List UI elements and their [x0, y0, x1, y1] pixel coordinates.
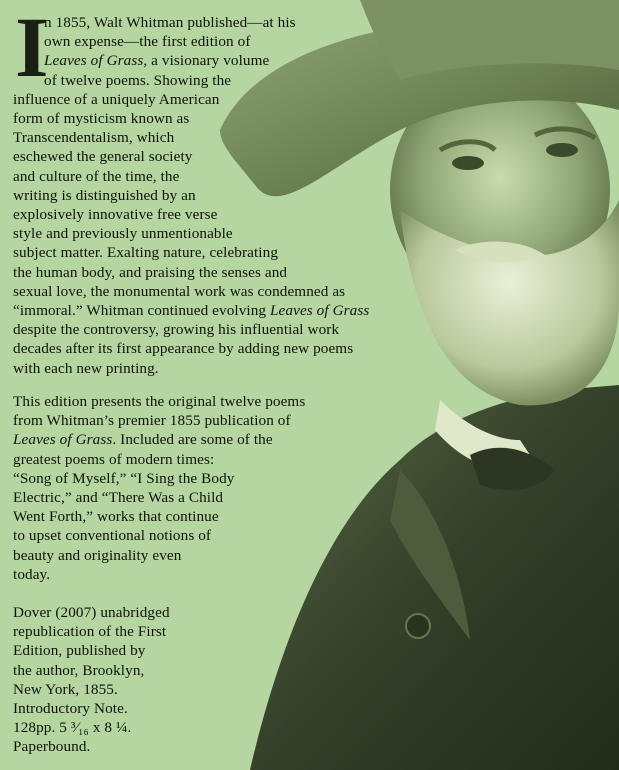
text-line: New York, 1855. [13, 680, 118, 698]
text-line: Paperbound. [13, 738, 91, 756]
text-line: Edition, published by [13, 642, 146, 660]
drop-cap: I [15, 0, 49, 95]
text-line: Electric,” and “There Was a Child [13, 489, 224, 507]
text-line: to upset conventional notions of [13, 527, 212, 545]
text-line: Went Forth,” works that continue [13, 508, 219, 526]
text-line: Dover (2007) unabridged [13, 604, 170, 621]
text-line: explosively innovative free verse [13, 206, 218, 224]
text-line [13, 301, 369, 320]
text-line: from Whitman’s premier 1855 publication of [13, 412, 291, 430]
text-fragment: . Included are some of the [112, 431, 273, 449]
text-line: despite the controversy, growing his influential work [13, 321, 340, 339]
text-line: beauty and originality even [13, 546, 182, 564]
text-fragment: , a visionary volume [143, 52, 270, 70]
text-line [13, 430, 305, 449]
text-line: eschewed the general society [13, 148, 193, 166]
text-line: own expense—the first edition of [44, 33, 251, 51]
text-fragment: “immoral.” Whitman continued evolving [13, 302, 271, 320]
book-title: Leaves of Grass [44, 52, 144, 70]
text-line: subject matter. Exalting nature, celebrating [13, 244, 279, 262]
text-line: This edition presents the original twelve poems [13, 393, 306, 410]
text-line: with each new printing. [13, 359, 159, 377]
text-line: republication of the First [13, 623, 167, 641]
text-line: 128pp. 5 ³⁄₁₆ x 8 ¼. [13, 719, 132, 737]
text-line: writing is distinguished by an [13, 186, 196, 204]
text-line: “Song of Myself,” “I Sing the Body [13, 469, 235, 487]
text-line: form of mysticism known as [13, 110, 190, 128]
publication-details [13, 603, 170, 757]
text-line: decades after its first appearance by adding new poems [13, 340, 354, 358]
text-line: today. [13, 565, 51, 583]
text-line: style and previously unmentionable [13, 225, 233, 243]
book-title: Leaves of Grass [270, 302, 370, 320]
text-line: greatest poems of modern times: [13, 450, 215, 468]
contents-paragraph [13, 392, 305, 584]
intro-paragraph [13, 0, 370, 378]
text-line: the human body, and praising the senses and [13, 263, 288, 281]
text-line [13, 51, 369, 70]
text-line: n 1855, Walt Whitman published—at his [44, 14, 296, 31]
text-line: influence of a uniquely American [13, 90, 220, 108]
text-line: Transcendentalism, which [13, 129, 175, 147]
text-line: Introductory Note. [13, 700, 128, 718]
text-line: and culture of the time, the [13, 167, 180, 185]
text-line: sexual love, the monumental work was condemned as [13, 282, 346, 300]
text-line: the author, Brooklyn, [13, 661, 145, 679]
book-title: Leaves of Grass [13, 431, 113, 449]
text-line: of twelve poems. Showing the [44, 71, 232, 89]
